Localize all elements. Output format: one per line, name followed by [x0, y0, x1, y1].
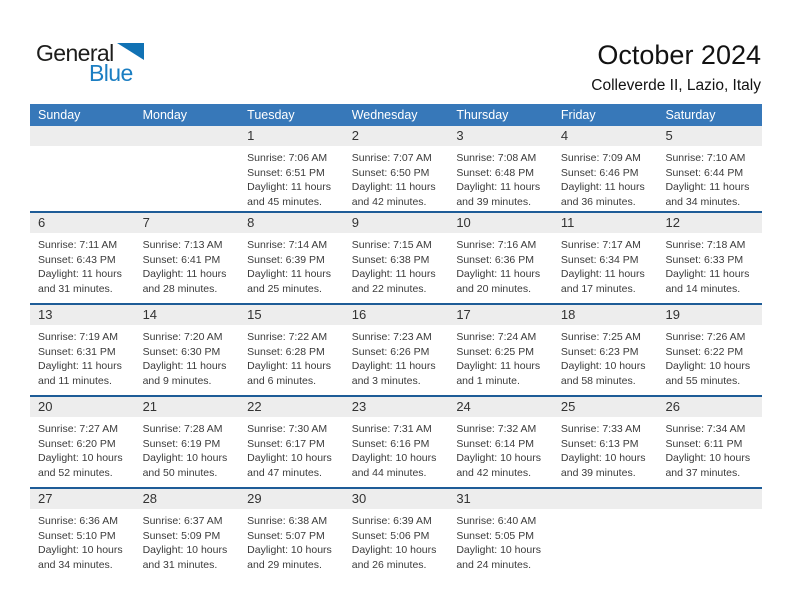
- general-blue-logo: [36, 40, 144, 87]
- calendar-body: [30, 126, 762, 579]
- day-number: 24: [456, 399, 471, 414]
- weekday-header-sunday: Sunday: [38, 108, 81, 122]
- daylight-text: Daylight: 10 hours and 26 minutes.: [351, 544, 437, 571]
- sunrise-text: Sunrise: 7:28 AM: [142, 423, 223, 435]
- weekday-header-tuesday: Tuesday: [247, 108, 295, 122]
- day-number-band: [30, 305, 762, 325]
- sunrise-text: Sunrise: 7:07 AM: [351, 152, 432, 164]
- sunrise-text: Sunrise: 7:23 AM: [351, 331, 432, 343]
- calendar-table: [30, 104, 762, 579]
- day-number: 9: [351, 215, 359, 230]
- day-number-band: [30, 397, 762, 417]
- day-detail-band: [30, 325, 762, 395]
- sunset-text: Sunset: 6:23 PM: [560, 345, 639, 358]
- sunrise-text: Sunrise: 7:32 AM: [456, 423, 537, 435]
- day-number: 17: [456, 307, 471, 322]
- day-number: 12: [665, 215, 680, 230]
- day-number: 25: [560, 399, 576, 414]
- sunrise-text: Sunrise: 7:17 AM: [560, 239, 641, 251]
- sunrise-text: Sunrise: 7:08 AM: [456, 152, 537, 164]
- sunset-text: Sunset: 6:11 PM: [665, 437, 743, 450]
- day-detail-band: [30, 233, 762, 303]
- sunset-text: Sunset: 6:41 PM: [142, 253, 221, 266]
- day-cell: [553, 417, 658, 487]
- day-number: 8: [247, 215, 255, 230]
- week-row: [30, 126, 762, 211]
- daylight-text: Daylight: 11 hours and 42 minutes.: [351, 181, 436, 208]
- logo-word-blue: Blue: [89, 60, 133, 86]
- weekday-header-monday: Monday: [142, 108, 188, 122]
- sunrise-text: Sunrise: 7:26 AM: [665, 331, 746, 343]
- empty-day-number: [30, 126, 135, 146]
- week-row: [30, 211, 762, 303]
- day-number: 28: [142, 491, 158, 506]
- day-cell: [553, 233, 658, 303]
- sunset-text: Sunset: 5:06 PM: [351, 529, 430, 542]
- sunset-text: Sunset: 6:36 PM: [456, 253, 534, 266]
- sunrise-text: Sunrise: 7:27 AM: [38, 423, 118, 435]
- day-number: 21: [142, 399, 158, 414]
- sunrise-text: Sunrise: 7:14 AM: [247, 239, 328, 251]
- day-number-band: [30, 213, 762, 233]
- day-number: 22: [247, 399, 262, 414]
- sunset-text: Sunset: 6:46 PM: [560, 166, 639, 179]
- daylight-text: Daylight: 10 hours and 55 minutes.: [665, 360, 751, 387]
- sunset-text: Sunset: 6:34 PM: [560, 253, 639, 266]
- sunset-text: Sunset: 6:14 PM: [456, 437, 534, 450]
- day-cell: [135, 417, 240, 487]
- day-number: 31: [456, 491, 471, 506]
- sunset-text: Sunset: 6:33 PM: [665, 253, 744, 266]
- page-title: October 2024: [597, 40, 761, 70]
- day-number: 30: [351, 491, 367, 506]
- sunset-text: Sunset: 6:13 PM: [560, 437, 639, 450]
- sunrise-text: Sunrise: 7:09 AM: [560, 152, 641, 164]
- sunrise-text: Sunrise: 7:15 AM: [351, 239, 432, 251]
- daylight-text: Daylight: 11 hours and 9 minutes.: [142, 360, 227, 387]
- day-cell: [30, 417, 135, 487]
- daylight-text: Daylight: 10 hours and 42 minutes.: [456, 452, 541, 479]
- day-cell: [657, 233, 762, 303]
- day-number: 4: [560, 128, 569, 143]
- sunrise-text: Sunrise: 7:18 AM: [665, 239, 746, 251]
- day-number: 18: [560, 307, 576, 322]
- daylight-text: Daylight: 10 hours and 44 minutes.: [351, 452, 437, 479]
- daylight-text: Daylight: 10 hours and 47 minutes.: [247, 452, 332, 479]
- day-cell: [553, 146, 658, 211]
- sunrise-text: Sunrise: 7:16 AM: [456, 239, 537, 251]
- day-cell: [135, 509, 240, 579]
- sunset-text: Sunset: 5:10 PM: [38, 529, 116, 542]
- sunrise-text: Sunrise: 7:34 AM: [665, 423, 746, 435]
- sunset-text: Sunset: 6:17 PM: [247, 437, 325, 450]
- daylight-text: Daylight: 11 hours and 3 minutes.: [351, 360, 436, 387]
- daylight-text: Daylight: 11 hours and 6 minutes.: [247, 360, 332, 387]
- sunrise-text: Sunrise: 7:33 AM: [560, 423, 641, 435]
- day-number: 29: [247, 491, 262, 506]
- sunset-text: Sunset: 5:09 PM: [142, 529, 221, 542]
- empty-day-number: [135, 126, 240, 146]
- day-number: 15: [247, 307, 262, 322]
- daylight-text: Daylight: 11 hours and 17 minutes.: [560, 268, 645, 295]
- weekday-header-saturday: Saturday: [665, 108, 716, 122]
- day-cell: [239, 233, 344, 303]
- daylight-text: Daylight: 10 hours and 24 minutes.: [456, 544, 541, 571]
- day-number: 27: [38, 491, 53, 506]
- day-cell: [135, 325, 240, 395]
- sunset-text: Sunset: 6:31 PM: [38, 345, 116, 358]
- location-subtitle: Colleverde II, Lazio, Italy: [591, 77, 761, 94]
- day-cell: [448, 325, 553, 395]
- empty-day-number: [657, 489, 762, 509]
- daylight-text: Daylight: 11 hours and 11 minutes.: [38, 360, 122, 387]
- day-cell: [657, 325, 762, 395]
- daylight-text: Daylight: 11 hours and 25 minutes.: [247, 268, 332, 295]
- day-cell: [135, 233, 240, 303]
- day-cell: [344, 417, 449, 487]
- day-number: 14: [142, 307, 158, 322]
- daylight-text: Daylight: 11 hours and 39 minutes.: [456, 181, 541, 208]
- sunrise-text: Sunrise: 6:39 AM: [351, 515, 432, 527]
- daylight-text: Daylight: 10 hours and 58 minutes.: [560, 360, 646, 387]
- day-number: 6: [38, 215, 46, 230]
- day-number: 13: [38, 307, 53, 322]
- sunrise-text: Sunrise: 7:25 AM: [560, 331, 641, 343]
- daylight-text: Daylight: 11 hours and 1 minute.: [456, 360, 541, 387]
- sunrise-text: Sunrise: 7:24 AM: [456, 331, 537, 343]
- empty-day-cell: [135, 146, 240, 211]
- day-number: 26: [665, 399, 680, 414]
- sunset-text: Sunset: 6:30 PM: [142, 345, 221, 358]
- sunset-text: Sunset: 6:28 PM: [247, 345, 325, 358]
- day-number-band: [30, 126, 762, 146]
- sunrise-text: Sunrise: 7:06 AM: [247, 152, 328, 164]
- weekday-header-wednesday: Wednesday: [351, 108, 418, 122]
- sunrise-text: Sunrise: 7:22 AM: [247, 331, 328, 343]
- empty-day-cell: [553, 509, 658, 579]
- day-cell: [448, 146, 553, 211]
- day-number: 11: [560, 215, 575, 230]
- daylight-text: Daylight: 10 hours and 52 minutes.: [38, 452, 123, 479]
- day-detail-band: [30, 417, 762, 487]
- day-number-band: [30, 489, 762, 509]
- sunrise-text: Sunrise: 6:40 AM: [456, 515, 537, 527]
- sunset-text: Sunset: 6:19 PM: [142, 437, 221, 450]
- sunset-text: Sunset: 6:25 PM: [456, 345, 534, 358]
- sunrise-text: Sunrise: 7:20 AM: [142, 331, 223, 343]
- sunrise-text: Sunrise: 7:19 AM: [38, 331, 118, 343]
- day-number: 3: [456, 128, 464, 143]
- page-header: [0, 0, 792, 104]
- sunrise-text: Sunrise: 6:37 AM: [142, 515, 223, 527]
- daylight-text: Daylight: 10 hours and 29 minutes.: [247, 544, 332, 571]
- day-number: 2: [351, 128, 359, 143]
- sunrise-text: Sunrise: 6:36 AM: [38, 515, 118, 527]
- daylight-text: Daylight: 11 hours and 31 minutes.: [38, 268, 122, 295]
- day-number: 10: [456, 215, 471, 230]
- daylight-text: Daylight: 10 hours and 31 minutes.: [142, 544, 228, 571]
- sunrise-text: Sunrise: 7:13 AM: [142, 239, 223, 251]
- day-number: 1: [247, 128, 255, 143]
- daylight-text: Daylight: 10 hours and 37 minutes.: [665, 452, 751, 479]
- day-cell: [239, 417, 344, 487]
- daylight-text: Daylight: 11 hours and 28 minutes.: [142, 268, 227, 295]
- day-cell: [239, 509, 344, 579]
- day-cell: [344, 233, 449, 303]
- empty-day-number: [553, 489, 658, 509]
- day-cell: [448, 233, 553, 303]
- sunset-text: Sunset: 6:16 PM: [351, 437, 430, 450]
- daylight-text: Daylight: 11 hours and 14 minutes.: [665, 268, 750, 295]
- weekday-header-friday: Friday: [560, 108, 596, 122]
- logo-word-general: General: [36, 40, 114, 66]
- sunset-text: Sunset: 6:50 PM: [351, 166, 430, 179]
- daylight-text: Daylight: 11 hours and 34 minutes.: [665, 181, 750, 208]
- title-block: [591, 40, 761, 95]
- day-number: 23: [351, 399, 367, 414]
- day-cell: [657, 417, 762, 487]
- sunrise-text: Sunrise: 7:31 AM: [351, 423, 432, 435]
- day-cell: [30, 325, 135, 395]
- day-number: 20: [38, 399, 53, 414]
- empty-day-cell: [30, 146, 135, 211]
- day-cell: [30, 233, 135, 303]
- weekday-header-thursday: Thursday: [456, 108, 509, 122]
- daylight-text: Daylight: 11 hours and 45 minutes.: [247, 181, 332, 208]
- sunset-text: Sunset: 5:07 PM: [247, 529, 325, 542]
- day-cell: [657, 146, 762, 211]
- weekday-header-row: [30, 104, 762, 126]
- logo-triangle-icon: [117, 43, 144, 60]
- week-row: [30, 303, 762, 395]
- daylight-text: Daylight: 11 hours and 36 minutes.: [560, 181, 645, 208]
- sunset-text: Sunset: 6:39 PM: [247, 253, 325, 266]
- day-number: 5: [665, 128, 673, 143]
- day-number: 7: [142, 215, 150, 230]
- sunrise-text: Sunrise: 7:10 AM: [665, 152, 746, 164]
- sunrise-text: Sunrise: 7:11 AM: [38, 239, 118, 251]
- daylight-text: Daylight: 11 hours and 20 minutes.: [456, 268, 541, 295]
- day-number: 19: [665, 307, 680, 322]
- day-cell: [344, 509, 449, 579]
- day-detail-band: [30, 146, 762, 211]
- sunset-text: Sunset: 6:26 PM: [351, 345, 430, 358]
- sunset-text: Sunset: 6:43 PM: [38, 253, 116, 266]
- day-cell: [553, 325, 658, 395]
- sunset-text: Sunset: 6:38 PM: [351, 253, 430, 266]
- sunset-text: Sunset: 6:51 PM: [247, 166, 325, 179]
- daylight-text: Daylight: 10 hours and 50 minutes.: [142, 452, 228, 479]
- week-row: [30, 395, 762, 487]
- day-cell: [30, 509, 135, 579]
- sunset-text: Sunset: 6:44 PM: [665, 166, 744, 179]
- day-number: 16: [351, 307, 367, 322]
- week-row: [30, 487, 762, 579]
- sunset-text: Sunset: 6:48 PM: [456, 166, 534, 179]
- sunset-text: Sunset: 5:05 PM: [456, 529, 534, 542]
- sunset-text: Sunset: 6:20 PM: [38, 437, 116, 450]
- sunrise-text: Sunrise: 7:30 AM: [247, 423, 328, 435]
- day-cell: [239, 146, 344, 211]
- empty-day-cell: [657, 509, 762, 579]
- day-cell: [344, 146, 449, 211]
- daylight-text: Daylight: 10 hours and 39 minutes.: [560, 452, 646, 479]
- day-cell: [448, 417, 553, 487]
- day-detail-band: [30, 509, 762, 579]
- sunset-text: Sunset: 6:22 PM: [665, 345, 744, 358]
- daylight-text: Daylight: 10 hours and 34 minutes.: [38, 544, 123, 571]
- day-cell: [344, 325, 449, 395]
- day-cell: [448, 509, 553, 579]
- day-cell: [239, 325, 344, 395]
- sunrise-text: Sunrise: 6:38 AM: [247, 515, 328, 527]
- daylight-text: Daylight: 11 hours and 22 minutes.: [351, 268, 436, 295]
